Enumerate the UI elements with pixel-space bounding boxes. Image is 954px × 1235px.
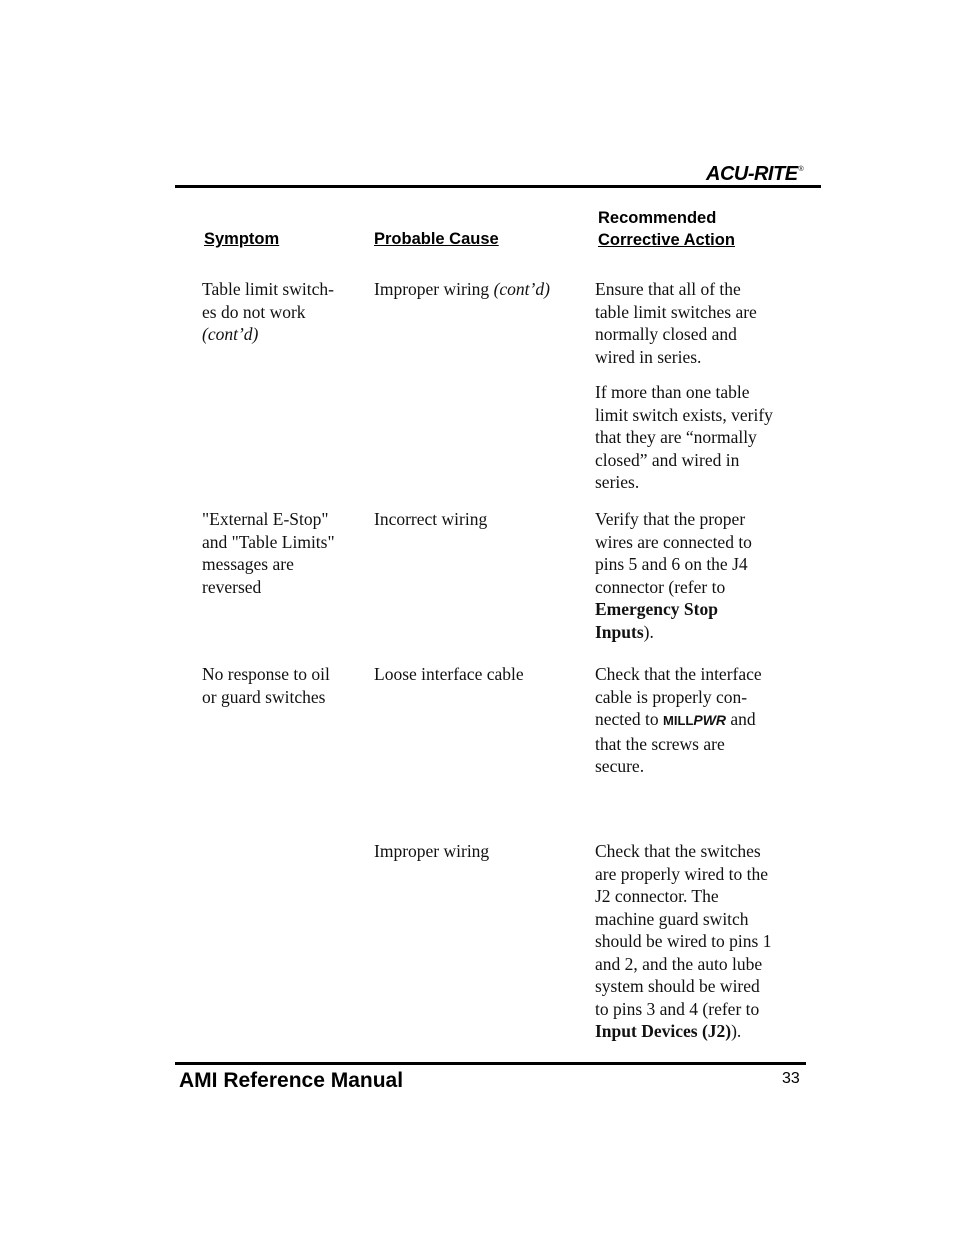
row1-action-para2: If more than one table limit switch exists, verify that they are “normally closed” and wired in series. [595,382,773,492]
row1-cause: Improper wiring (cont’d) [374,279,550,299]
millpwr-brand: MILLPWR [663,712,727,728]
page-number: 33 [782,1070,800,1087]
column-header-cause: Probable Cause [374,230,499,248]
column-header-action-line2: Corrective Action [598,231,735,249]
row3-action: Check that the interface cable is properly con- nected to MILLPWR and that the screws are secure. [595,664,762,776]
row1-action-para1: Ensure that all of the table limit switches are normally closed and wired in series. [595,279,757,367]
column-header-symptom: Symptom [204,230,280,248]
ref-emergency-stop: Emergency Stop [595,599,718,619]
row4-action: Check that the switches are properly wired to the J2 connector. The machine guard switch should be wired to pins 1 and 2, and the auto lube system should be wired to pins 3 and 4 (refer to Input Devices (J2)). [595,841,772,1041]
row3-symptom: No response to oil or guard switches [202,664,330,707]
brand-text: ACU-RITE [706,163,798,185]
ref-input-devices: Input Devices (J2) [595,1021,732,1041]
row2-symptom: "External E-Stop" and "Table Limits" messages are reversed [202,509,335,597]
header-rule [175,185,821,188]
column-header-action [598,207,735,251]
ref-inputs: Inputs [595,621,644,642]
row2-cause: Incorrect wiring [374,509,488,529]
acu-rite-logo [706,163,803,186]
manual-title: AMI Reference Manual [179,1069,404,1092]
row1-symptom: Table limit switch- es do not work (cont’d) [202,279,334,344]
column-header-action-line1: Recommended [598,209,717,227]
row4-cause: Improper wiring [374,841,490,861]
footer-rule [175,1062,806,1065]
registered-mark: ® [798,166,804,173]
row3-cause: Loose interface cable [374,664,524,684]
row2-action: Verify that the proper wires are connected to pins 5 and 6 on the J4 connector (refer to Emergency Stop Inputs). [595,509,752,642]
